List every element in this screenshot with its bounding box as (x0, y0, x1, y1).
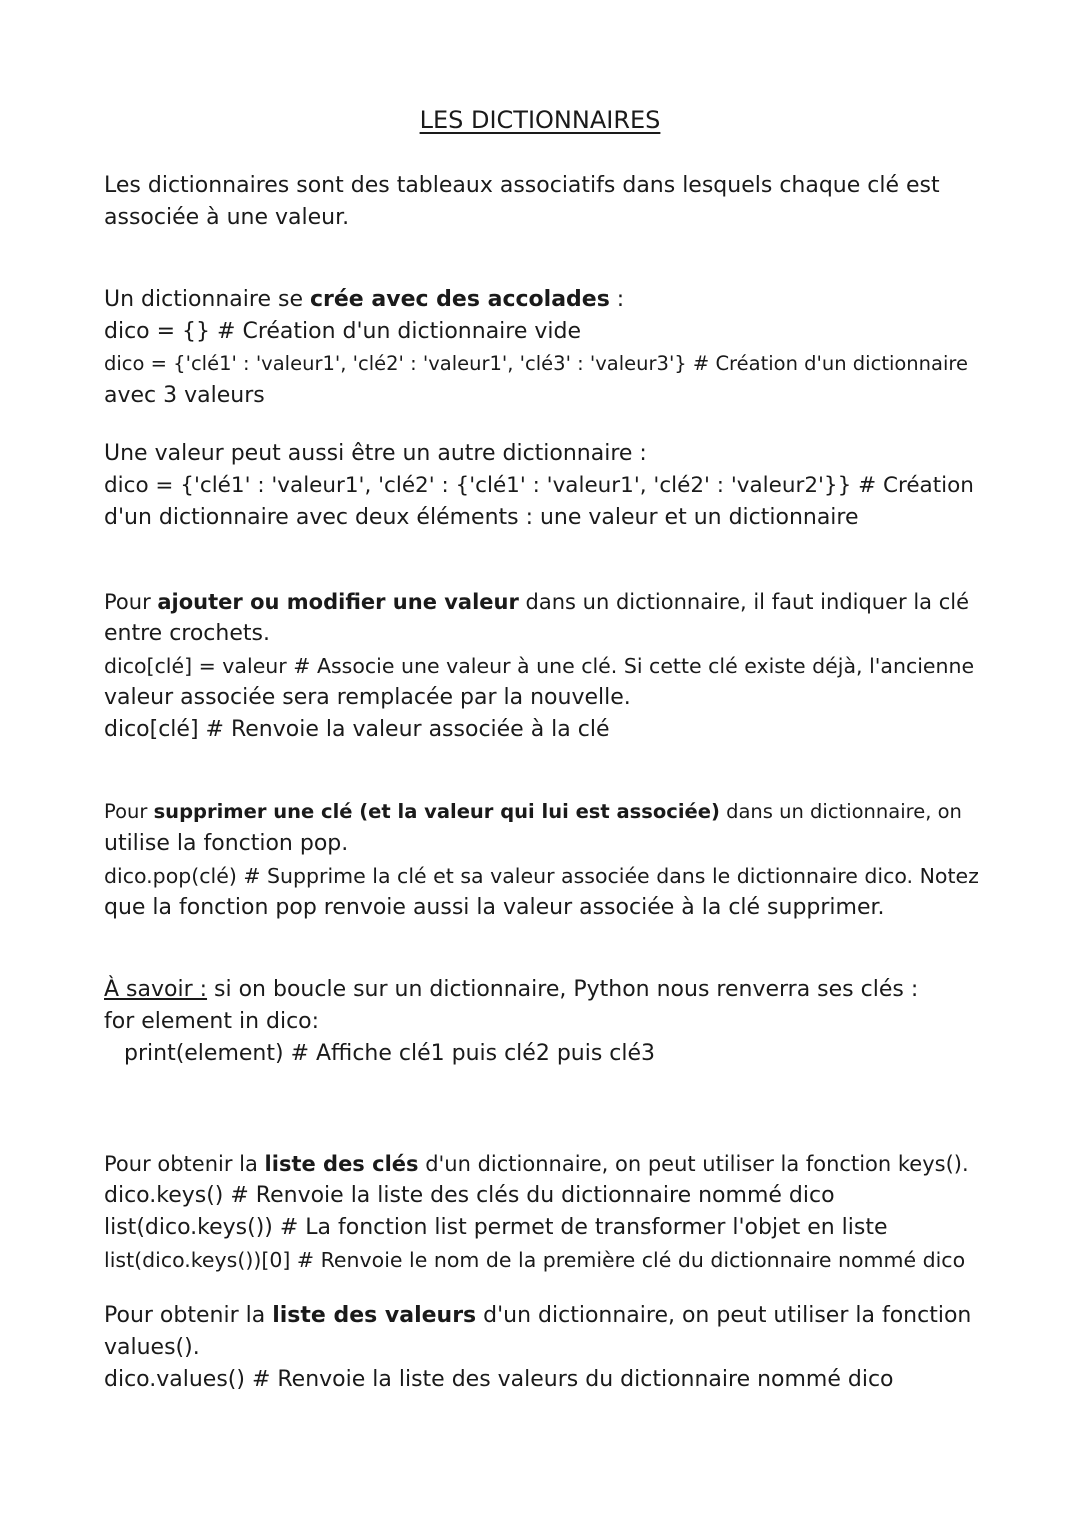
nested-example-cont: d'un dictionnaire avec deux éléments : une valeur et un dictionnaire (104, 505, 859, 530)
keys-example-2: list(dico.keys()) # La fonction list permet de transformer l'objet en liste (104, 1215, 888, 1240)
loop-note (104, 974, 980, 1006)
create-heading-bold: crée avec des accolades (309, 287, 610, 312)
modify-example-get: dico[clé] # Renvoie la valeur associée à la clé (104, 717, 610, 742)
delete-example-cont: que la fonction pop renvoie aussi la valeur associée à la clé supprimer. (104, 895, 885, 920)
keys-heading-bold: liste des clés (264, 1152, 419, 1176)
create-section (104, 284, 980, 412)
create-heading (104, 284, 980, 316)
keys-heading-text: Pour obtenir la (104, 1152, 265, 1176)
modify-heading-cont: entre crochets. (104, 621, 270, 646)
loop-note-label: À savoir : (104, 977, 208, 1002)
create-heading-text: Un dictionnaire se (104, 287, 310, 312)
keys-example-1: dico.keys() # Renvoie la liste des clés du dictionnaire nommé dico (104, 1183, 835, 1208)
delete-heading-bold: supprimer une clé (et la valeur qui lui est associée) (153, 800, 720, 823)
nested-section (104, 438, 980, 534)
delete-heading-end: dans un dictionnaire, on (719, 800, 962, 823)
keys-heading (104, 1148, 980, 1180)
values-heading (104, 1300, 980, 1332)
loop-section (104, 974, 980, 1070)
nested-heading: Une valeur peut aussi être un autre dictionnaire : (104, 441, 647, 466)
create-example-values-cont: avec 3 valeurs (104, 383, 265, 408)
nested-example: dico = {'clé1' : 'valeur1', 'clé2' : {'clé1' : 'valeur1', 'clé2' : 'valeur2'}} # Création (104, 473, 974, 498)
create-example-values: dico = {'clé1' : 'valeur1', 'clé2' : 'valeur1', 'clé3' : 'valeur3'} # Création d'un dictionnaire (104, 352, 968, 375)
values-heading-bold: liste des valeurs (272, 1303, 477, 1328)
intro-paragraph (104, 170, 980, 234)
modify-heading-bold: ajouter ou modifier une valeur (157, 590, 519, 614)
modify-section (104, 586, 980, 746)
modify-heading (104, 586, 980, 618)
delete-heading-text: Pour (104, 800, 154, 823)
modify-heading-end: dans un dictionnaire, il faut indiquer la clé (518, 590, 970, 614)
delete-section (104, 796, 980, 924)
delete-heading-cont: utilise la fonction pop. (104, 831, 349, 856)
modify-heading-text: Pour (104, 590, 158, 614)
keys-example-3: list(dico.keys())[0] # Renvoie le nom de la première clé du dictionnaire nommé dico (104, 1248, 966, 1272)
values-heading-end: d'un dictionnaire, on peut utiliser la fonction (476, 1303, 972, 1328)
intro-line-1: Les dictionnaires sont des tableaux associatifs dans lesquels chaque clé est (104, 173, 940, 198)
keys-heading-end: d'un dictionnaire, on peut utiliser la fonction keys(). (418, 1152, 969, 1176)
values-heading-text: Pour obtenir la (104, 1303, 273, 1328)
delete-example: dico.pop(clé) # Supprime la clé et sa valeur associée dans le dictionnaire dico. Notez (104, 864, 979, 888)
values-section (104, 1300, 980, 1396)
create-heading-end: : (609, 287, 625, 312)
create-example-empty: dico = {} # Création d'un dictionnaire vide (104, 319, 582, 344)
intro-line-2: associée à une valeur. (104, 205, 350, 230)
values-example: dico.values() # Renvoie la liste des valeurs du dictionnaire nommé dico (104, 1367, 894, 1392)
keys-section (104, 1148, 980, 1276)
loop-note-text: si on boucle sur un dictionnaire, Python nous renverra ses clés : (207, 977, 919, 1002)
values-heading-cont: values(). (104, 1335, 200, 1360)
loop-code-for: for element in dico: (104, 1009, 320, 1034)
modify-example-assign: dico[clé] = valeur # Associe une valeur à une clé. Si cette clé existe déjà, l'ancienne (104, 654, 975, 678)
delete-heading (104, 796, 980, 828)
loop-code-print: print(element) # Affiche clé1 puis clé2 puis clé3 (124, 1041, 656, 1066)
page-title: LES DICTIONNAIRES (419, 106, 661, 134)
modify-example-assign-cont: valeur associée sera remplacée par la nouvelle. (104, 685, 631, 710)
